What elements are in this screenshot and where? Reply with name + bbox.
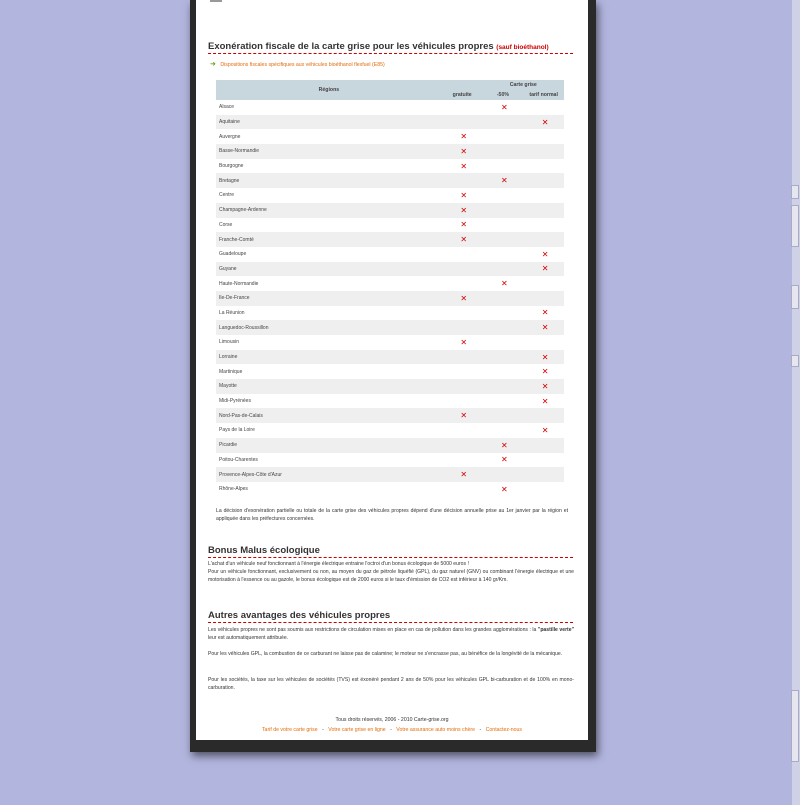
footer-link-en-ligne[interactable]: Votre carte grise en ligne <box>328 727 386 733</box>
empty-cell <box>483 247 524 262</box>
cross-icon: ✕ <box>442 467 483 482</box>
section-title-text: Autres avantages des véhicules propres <box>208 610 391 621</box>
cross-icon: ✕ <box>460 190 468 200</box>
table-row <box>216 335 564 350</box>
arrow-right-icon: ➜ <box>210 61 216 68</box>
header-carte-grise: Carte grise <box>483 80 564 90</box>
cross-icon: ✕ <box>442 291 483 306</box>
table-row <box>216 350 564 365</box>
empty-cell <box>523 335 564 350</box>
cross-icon: ✕ <box>483 438 524 453</box>
table-row <box>216 262 564 277</box>
empty-cell <box>483 350 524 365</box>
empty-cell <box>442 453 483 468</box>
empty-cell <box>442 306 483 321</box>
footer-separator: - <box>479 727 482 733</box>
section-title-text: Exonération fiscale de la carte grise pour les véhicules propres <box>208 41 494 52</box>
scrollbar[interactable] <box>792 0 800 805</box>
empty-cell <box>523 188 564 203</box>
section-title-exoneration <box>208 41 573 54</box>
empty-cell <box>483 291 524 306</box>
empty-cell <box>483 129 524 144</box>
cross-icon: ✕ <box>541 308 549 318</box>
table-row <box>216 203 564 218</box>
bioethanol-link[interactable]: Dispositions fiscales spécifiques aux véhicules bioéthanol flexfuel (E85) <box>220 62 385 68</box>
table-row <box>216 247 564 262</box>
region-name: Guadeloupe <box>219 251 247 258</box>
scrollbar-thumb[interactable] <box>791 285 799 309</box>
empty-cell <box>442 173 483 188</box>
region-name: La Réunion <box>219 309 245 316</box>
top-divider <box>210 0 222 2</box>
cross-icon: ✕ <box>460 337 468 347</box>
empty-cell <box>442 320 483 335</box>
cross-icon: ✕ <box>483 173 524 188</box>
table-row <box>216 438 564 453</box>
scrollbar-thumb[interactable] <box>791 355 799 367</box>
scrollbar-thumb[interactable] <box>791 185 799 199</box>
cross-icon: ✕ <box>541 249 549 259</box>
empty-cell <box>483 115 524 130</box>
bonus-text-2: Pour un véhicule fonctionnant, exclusivement ou non, au moyen du gaz de pétrole liquéfié (GPL), du gaz naturel (GNV) ou combinant l'énergie électrique et une motorisation à l'essence ou au gazole, le bonus écologique est de 2000 euros si le taux d'émission de CO2 est inférieur à 140 gr/Km. <box>208 569 574 583</box>
page-content <box>196 0 588 740</box>
table-row <box>216 320 564 335</box>
regions-table <box>216 80 564 497</box>
empty-cell <box>483 203 524 218</box>
empty-cell <box>483 408 524 423</box>
empty-cell <box>442 394 483 409</box>
region-name: Ile-De-France <box>216 291 442 306</box>
table-row <box>216 291 564 306</box>
empty-cell <box>442 276 483 291</box>
footer-link-tarif[interactable]: Tarif de votre carte grise <box>261 727 318 733</box>
scrollbar-thumb[interactable] <box>791 690 799 762</box>
bonus-text-1: L'achat d'un véhicule neuf fonctionnant à l'énergie électrique entraine l'octroi d'un bonus écologique de 5000 euros ! <box>208 561 469 567</box>
cross-icon: ✕ <box>523 379 564 394</box>
empty-cell <box>442 482 483 497</box>
empty-cell <box>442 423 483 438</box>
empty-cell <box>483 394 524 409</box>
footer-link-assurance[interactable]: Votre assurance auto moins chère <box>396 727 476 733</box>
empty-cell <box>523 100 564 115</box>
empty-cell <box>523 453 564 468</box>
table-row <box>216 144 564 159</box>
footer-copyright: Tous droits réservés, 2006 - 2010 Carte-grise.org <box>335 717 449 723</box>
table-row <box>216 379 564 394</box>
cross-icon: ✕ <box>442 232 483 247</box>
empty-cell <box>483 379 524 394</box>
region-name: Guyane <box>216 262 442 277</box>
region-name: Haute-Normandie <box>219 280 259 287</box>
cross-icon: ✕ <box>460 132 468 142</box>
region-name: Poitou-Charentes <box>219 456 258 463</box>
region-name: Auvergne <box>219 133 241 140</box>
region-name: Corse <box>219 221 233 228</box>
table-row <box>216 218 564 233</box>
empty-cell <box>483 335 524 350</box>
empty-cell <box>523 129 564 144</box>
region-name: Provence-Alpes-Côte d'Azur <box>216 467 442 482</box>
empty-cell <box>523 482 564 497</box>
region-name: Languedoc-Roussillon <box>216 320 442 335</box>
footer-links <box>196 727 588 733</box>
cross-icon: ✕ <box>523 115 564 130</box>
region-name: Nord-Pas-de-Calais <box>216 408 442 423</box>
region-name: Mayotte <box>216 379 442 394</box>
region-name: Alsace <box>219 104 235 111</box>
table-row <box>216 188 564 203</box>
cross-icon: ✕ <box>541 425 549 435</box>
region-name: Centre <box>219 192 235 199</box>
cross-icon: ✕ <box>460 220 468 230</box>
avantages-paragraph-3: Pour les sociétés, la taxe sur les véhicules de sociétés (TVS) est éxonéré pendant 2 ans de 50% pour les véhicules GPL bi-carburation et de 100% en mono-carburation. <box>208 677 574 691</box>
empty-cell <box>483 188 524 203</box>
footer-separator: - <box>322 727 324 733</box>
table-row <box>216 232 564 247</box>
header-50: -50% <box>483 90 524 100</box>
region-name: Aquitaine <box>216 115 442 130</box>
header-tarif-normal: tarif normal <box>523 90 564 100</box>
table-row <box>216 276 564 291</box>
cross-icon: ✕ <box>523 320 564 335</box>
region-name: Basse-Normandie <box>216 144 442 159</box>
table-row <box>216 364 564 379</box>
region-name: Lorraine <box>216 350 442 365</box>
footer-separator: - <box>390 727 392 733</box>
empty-cell <box>442 115 483 130</box>
empty-cell <box>523 291 564 306</box>
table-note: La décision d'exonération partielle ou totale de la carte grise des véhicules propres dépend d'une décision annuelle prise au 1er janvier par la région et appliquée dans les préfectures concernées. <box>216 508 568 522</box>
empty-cell <box>483 218 524 233</box>
region-name: Bourgogne <box>219 163 244 170</box>
empty-cell <box>483 423 524 438</box>
avantages-paragraph-1 <box>208 626 574 642</box>
region-name: Pays de la Loire <box>219 427 255 434</box>
cross-icon: ✕ <box>501 484 508 494</box>
region-name: Midi-Pyrénées <box>219 398 251 405</box>
empty-cell <box>483 364 524 379</box>
region-name: Martinique <box>219 368 243 375</box>
table-row <box>216 408 564 423</box>
scrollbar-thumb[interactable] <box>791 205 799 247</box>
region-name: Franche-Comté <box>216 232 442 247</box>
avantages-text-b: leur est automatiquement attribuée. <box>208 635 289 641</box>
section-title-text: Bonus Malus écologique <box>208 545 320 556</box>
cross-icon: ✕ <box>501 102 508 112</box>
table-row <box>216 453 564 468</box>
empty-cell <box>442 350 483 365</box>
empty-cell <box>523 467 564 482</box>
table-row <box>216 129 564 144</box>
cross-icon: ✕ <box>460 161 468 171</box>
cross-icon: ✕ <box>541 396 549 406</box>
empty-cell <box>483 232 524 247</box>
table-row <box>216 100 564 115</box>
empty-cell <box>442 262 483 277</box>
table-row <box>216 159 564 174</box>
table-row <box>216 115 564 130</box>
region-name: Champagne-Ardenne <box>216 203 442 218</box>
empty-cell <box>523 232 564 247</box>
section-title-autres-avantages <box>208 610 573 623</box>
empty-cell <box>523 159 564 174</box>
empty-cell <box>483 320 524 335</box>
section-title-bonus-malus <box>208 545 573 558</box>
region-name: Limousin <box>219 339 240 346</box>
empty-cell <box>442 100 483 115</box>
region-name: Rhône-Alpes <box>219 486 248 493</box>
footer-link-contact[interactable]: Contactez-nous <box>485 727 523 733</box>
regions-body <box>216 100 564 497</box>
empty-cell <box>483 467 524 482</box>
header-gratuite: gratuite <box>442 90 483 100</box>
region-name: Picardie <box>216 438 442 453</box>
empty-cell <box>442 379 483 394</box>
cross-icon: ✕ <box>442 408 483 423</box>
avantages-paragraph-2: Pour les véhicules GPL, la combustion de ce carburant ne laisse pas de calamine; le moteur ne s'encrasse pas, au bénéfice de la longévité de la mécanique. <box>208 651 563 657</box>
bioethanol-link-row[interactable] <box>210 60 385 68</box>
empty-cell <box>442 438 483 453</box>
empty-cell <box>483 144 524 159</box>
empty-cell <box>483 159 524 174</box>
empty-cell <box>483 262 524 277</box>
cross-icon: ✕ <box>442 144 483 159</box>
empty-cell <box>442 364 483 379</box>
avantages-text-a: Les véhicules propres ne sont pas soumis aux restrictions de circulation mises en place en cas de pollution dans les grandes agglomérations : la <box>208 627 538 633</box>
region-name: Bretagne <box>216 173 442 188</box>
pastille-verte-text: "pastille verte" <box>537 627 574 633</box>
table-row <box>216 467 564 482</box>
cross-icon: ✕ <box>501 279 508 289</box>
empty-cell <box>523 276 564 291</box>
empty-cell <box>523 408 564 423</box>
cross-icon: ✕ <box>541 367 549 377</box>
empty-cell <box>523 144 564 159</box>
table-row <box>216 306 564 321</box>
section-subtitle: (sauf bioéthanol) <box>496 44 549 51</box>
empty-cell <box>523 438 564 453</box>
empty-cell <box>523 218 564 233</box>
cross-icon: ✕ <box>523 262 564 277</box>
empty-cell <box>442 247 483 262</box>
cross-icon: ✕ <box>501 455 508 465</box>
empty-cell <box>523 173 564 188</box>
cross-icon: ✕ <box>442 203 483 218</box>
table-row <box>216 173 564 188</box>
table-row <box>216 394 564 409</box>
table-row <box>216 482 564 497</box>
table-row <box>216 423 564 438</box>
empty-cell <box>523 203 564 218</box>
header-regions: Régions <box>216 80 442 100</box>
cross-icon: ✕ <box>523 350 564 365</box>
empty-cell <box>483 306 524 321</box>
bonus-paragraph <box>208 560 574 584</box>
